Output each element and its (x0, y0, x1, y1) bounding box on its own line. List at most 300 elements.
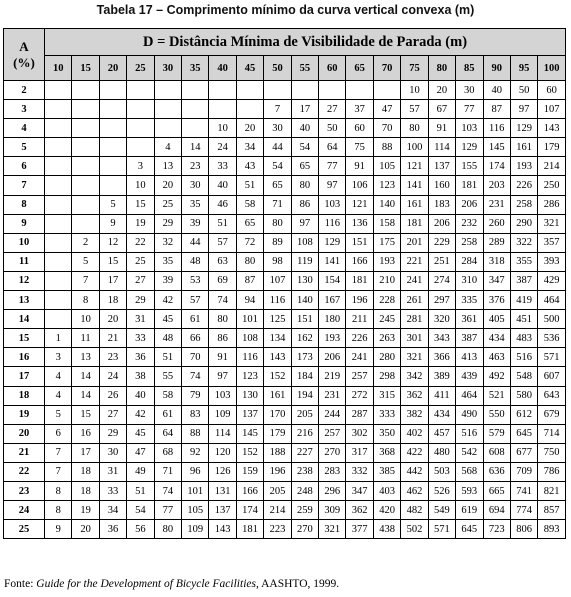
table-cell: 14 (182, 138, 209, 157)
table-cell: 332 (346, 462, 373, 481)
table-row (4, 271, 566, 290)
table-cell: 774 (510, 501, 537, 520)
table-cell: 25 (154, 195, 181, 214)
table-cell: 281 (401, 310, 428, 329)
table-cell: 241 (346, 348, 373, 367)
row-label: 8 (4, 195, 45, 214)
table-cell (72, 157, 99, 176)
row-label: 2 (4, 81, 45, 100)
table-cell: 248 (291, 481, 318, 500)
table-cell: 205 (264, 481, 291, 500)
table-cell: 8 (72, 291, 99, 310)
table-cell (127, 100, 154, 119)
table-cell (127, 81, 154, 100)
column-header: 70 (373, 56, 400, 81)
table-cell: 206 (428, 214, 455, 233)
row-label: 4 (4, 119, 45, 138)
table-cell: 121 (346, 195, 373, 214)
table-row (4, 520, 566, 539)
table-cell: 284 (456, 252, 483, 271)
table-cell: 18 (72, 462, 99, 481)
table-row (4, 462, 566, 481)
table-cell: 34 (99, 501, 126, 520)
table-cell: 55 (154, 367, 181, 386)
table-row (4, 100, 566, 119)
table-cell (99, 81, 126, 100)
column-header: 100 (538, 56, 566, 81)
table-cell: 87 (483, 100, 510, 119)
table-cell: 439 (456, 367, 483, 386)
table-cell (182, 100, 209, 119)
table-cell (154, 119, 181, 138)
table-cell: 223 (264, 520, 291, 539)
table-cell: 89 (264, 233, 291, 252)
column-header: 80 (428, 56, 455, 81)
table-cell: 419 (510, 291, 537, 310)
table-cell: 387 (456, 329, 483, 348)
table-cell: 61 (154, 405, 181, 424)
table-cell: 438 (373, 520, 400, 539)
table-cell: 17 (291, 100, 318, 119)
table-cell: 429 (538, 271, 566, 290)
table-cell: 29 (127, 291, 154, 310)
table-cell: 216 (291, 424, 318, 443)
row-label: 9 (4, 214, 45, 233)
table-title: Tabela 17 – Comprimento mínimo da curva vertical convexa (m) (96, 3, 475, 17)
table-cell: 167 (319, 291, 346, 310)
table-cell (209, 81, 236, 100)
column-header: 15 (72, 56, 99, 81)
table-cell: 709 (510, 462, 537, 481)
table-cell: 103 (456, 119, 483, 138)
table-cell (154, 100, 181, 119)
table-cell: 10 (127, 176, 154, 195)
table-cell: 137 (428, 157, 455, 176)
table-cell: 741 (510, 481, 537, 500)
table-cell: 643 (538, 386, 566, 405)
table-cell: 257 (319, 424, 346, 443)
table-cell: 51 (127, 481, 154, 500)
table-cell (72, 81, 99, 100)
table-cell: 214 (264, 501, 291, 520)
table-cell (45, 233, 72, 252)
table-cell: 31 (127, 310, 154, 329)
table-cell: 38 (127, 367, 154, 386)
table-cell: 83 (182, 405, 209, 424)
table-cell: 114 (209, 424, 236, 443)
table-cell: 27 (319, 100, 346, 119)
table-cell: 536 (538, 329, 566, 348)
table-cell: 231 (483, 195, 510, 214)
table-cell: 25 (127, 252, 154, 271)
table-cell: 74 (182, 367, 209, 386)
table-row (4, 310, 566, 329)
table-cell: 20 (72, 520, 99, 539)
table-cell: 151 (346, 233, 373, 252)
table-cell: 694 (483, 501, 510, 520)
table-cell: 86 (291, 195, 318, 214)
table-cell: 22 (127, 233, 154, 252)
table-cell: 48 (182, 252, 209, 271)
row-label: 6 (4, 157, 45, 176)
table-cell: 7 (264, 100, 291, 119)
table-cell: 14 (72, 367, 99, 386)
table-cell: 161 (510, 138, 537, 157)
table-cell: 201 (401, 233, 428, 252)
table-cell: 677 (510, 443, 537, 462)
table-cell: 320 (428, 310, 455, 329)
table-cell: 1 (45, 329, 72, 348)
table-cell: 343 (428, 329, 455, 348)
table-cell: 434 (428, 405, 455, 424)
table-cell: 393 (538, 252, 566, 271)
table-cell: 403 (373, 481, 400, 500)
table-cell: 321 (538, 214, 566, 233)
table-cell: 180 (319, 310, 346, 329)
table-cell: 26 (99, 386, 126, 405)
table-cell: 206 (456, 195, 483, 214)
table-cell: 103 (209, 386, 236, 405)
table-cell: 123 (373, 176, 400, 195)
table-cell: 114 (428, 138, 455, 157)
table-cell (209, 100, 236, 119)
table-cell: 210 (373, 271, 400, 290)
table-row (4, 386, 566, 405)
table-cell: 100 (401, 138, 428, 157)
table-cell: 259 (291, 501, 318, 520)
table-cell (45, 157, 72, 176)
table-cell: 422 (401, 443, 428, 462)
table-cell (72, 100, 99, 119)
table-cell: 20 (236, 119, 263, 138)
table-cell: 387 (510, 271, 537, 290)
table-cell: 65 (264, 176, 291, 195)
table-cell: 137 (236, 405, 263, 424)
curve-length-table (3, 28, 566, 539)
table-cell: 101 (236, 310, 263, 329)
table-cell: 645 (456, 520, 483, 539)
table-cell: 92 (182, 443, 209, 462)
table-cell: 542 (456, 443, 483, 462)
table-cell: 11 (72, 329, 99, 348)
table-cell: 37 (346, 100, 373, 119)
table-cell: 30 (182, 176, 209, 195)
table-cell: 526 (428, 481, 455, 500)
table-cell: 309 (319, 501, 346, 520)
table-cell: 80 (154, 520, 181, 539)
table-row (4, 157, 566, 176)
row-label: 22 (4, 462, 45, 481)
table-cell: 516 (456, 424, 483, 443)
table-cell: 16 (72, 424, 99, 443)
table-cell: 39 (154, 271, 181, 290)
table-cell (154, 81, 181, 100)
table-cell: 27 (99, 405, 126, 424)
table-cell: 893 (538, 520, 566, 539)
table-cell: 241 (401, 271, 428, 290)
table-cell: 60 (538, 81, 566, 100)
table-cell: 15 (127, 195, 154, 214)
table-cell: 7 (45, 462, 72, 481)
table-cell: 54 (264, 157, 291, 176)
table-cell (45, 81, 72, 100)
table-cell: 206 (319, 348, 346, 367)
table-cell: 205 (291, 405, 318, 424)
table-cell: 143 (264, 348, 291, 367)
table-cell: 4 (45, 367, 72, 386)
row-label: 10 (4, 233, 45, 252)
table-cell (45, 138, 72, 157)
table-container (3, 28, 566, 539)
table-cell: 368 (373, 443, 400, 462)
table-cell: 74 (209, 291, 236, 310)
table-cell: 5 (72, 252, 99, 271)
table-cell: 315 (373, 386, 400, 405)
table-cell: 333 (373, 405, 400, 424)
table-cell: 141 (319, 252, 346, 271)
table-cell: 145 (236, 424, 263, 443)
table-cell: 434 (483, 329, 510, 348)
table-cell: 3 (127, 157, 154, 176)
table-cell: 179 (264, 424, 291, 443)
table-cell: 161 (401, 195, 428, 214)
table-cell: 317 (346, 443, 373, 462)
table-cell: 154 (319, 271, 346, 290)
source-suffix: , AASHTO, 1999. (255, 578, 340, 590)
table-cell (236, 81, 263, 100)
table-cell: 502 (401, 520, 428, 539)
table-cell (72, 138, 99, 157)
table-cell: 382 (401, 405, 428, 424)
table-cell: 97 (291, 214, 318, 233)
table-row (4, 176, 566, 195)
table-cell: 244 (319, 405, 346, 424)
table-cell: 40 (291, 119, 318, 138)
table-cell: 3 (45, 348, 72, 367)
table-row (4, 481, 566, 500)
table-cell: 57 (401, 100, 428, 119)
table-cell: 298 (373, 367, 400, 386)
table-cell: 36 (99, 520, 126, 539)
table-cell: 464 (456, 386, 483, 405)
table-cell: 17 (72, 443, 99, 462)
table-cell: 480 (428, 443, 455, 462)
table-cell: 321 (401, 348, 428, 367)
table-cell: 160 (428, 176, 455, 195)
table-cell: 88 (373, 138, 400, 157)
table-cell: 74 (154, 481, 181, 500)
table-cell: 188 (264, 443, 291, 462)
table-cell: 101 (182, 481, 209, 500)
table-cell: 483 (510, 329, 537, 348)
table-cell: 227 (291, 443, 318, 462)
table-cell: 612 (510, 405, 537, 424)
table-cell: 68 (154, 443, 181, 462)
table-cell: 53 (182, 271, 209, 290)
table-cell: 98 (264, 252, 291, 271)
table-cell: 20 (154, 176, 181, 195)
table-cell: 91 (428, 119, 455, 138)
table-cell: 258 (510, 195, 537, 214)
table-cell: 181 (236, 520, 263, 539)
table-cell: 30 (264, 119, 291, 138)
column-header: 95 (510, 56, 537, 81)
table-cell: 362 (346, 501, 373, 520)
table-cell: 67 (428, 100, 455, 119)
table-cell: 857 (538, 501, 566, 520)
table-cell (45, 176, 72, 195)
table-cell (99, 157, 126, 176)
table-cell: 322 (510, 233, 537, 252)
table-cell: 184 (291, 367, 318, 386)
table-cell: 30 (99, 443, 126, 462)
table-cell: 63 (209, 252, 236, 271)
table-cell: 20 (99, 310, 126, 329)
table-cell: 141 (401, 176, 428, 195)
column-header: 45 (236, 56, 263, 81)
table-cell: 568 (456, 462, 483, 481)
row-label: 21 (4, 443, 45, 462)
table-cell: 608 (483, 443, 510, 462)
table-cell (45, 252, 72, 271)
table-cell: 123 (236, 367, 263, 386)
table-cell: 35 (182, 195, 209, 214)
table-cell: 54 (127, 501, 154, 520)
source-title: Guide for the Development of Bicycle Facilities (36, 578, 256, 590)
table-cell: 23 (99, 348, 126, 367)
table-cell: 116 (483, 119, 510, 138)
table-row (4, 81, 566, 100)
table-cell: 377 (346, 520, 373, 539)
table-cell: 119 (291, 252, 318, 271)
table-cell: 302 (346, 424, 373, 443)
table-cell: 136 (346, 214, 373, 233)
table-cell: 500 (538, 310, 566, 329)
table-cell (264, 81, 291, 100)
table-cell: 152 (264, 367, 291, 386)
table-cell: 80 (236, 252, 263, 271)
table-cell: 723 (483, 520, 510, 539)
table-cell: 97 (510, 100, 537, 119)
table-cell: 46 (209, 195, 236, 214)
table-cell: 18 (99, 291, 126, 310)
table-cell: 821 (538, 481, 566, 500)
table-cell: 636 (483, 462, 510, 481)
table-cell: 5 (45, 405, 72, 424)
row-label: 13 (4, 291, 45, 310)
table-cell (72, 195, 99, 214)
table-cell: 21 (99, 329, 126, 348)
table-cell: 87 (236, 271, 263, 290)
table-row (4, 119, 566, 138)
table-cell (99, 119, 126, 138)
table-cell: 357 (538, 233, 566, 252)
table-cell: 226 (510, 176, 537, 195)
table-cell: 7 (72, 271, 99, 290)
table-cell: 286 (538, 195, 566, 214)
table-cell: 66 (182, 329, 209, 348)
table-cell: 27 (127, 271, 154, 290)
table-cell: 143 (209, 520, 236, 539)
table-cell: 15 (72, 405, 99, 424)
table-cell: 579 (483, 424, 510, 443)
table-row (4, 348, 566, 367)
table-cell: 261 (401, 291, 428, 310)
table-cell: 10 (209, 119, 236, 138)
row-label: 15 (4, 329, 45, 348)
table-cell: 162 (291, 329, 318, 348)
table-cell: 51 (209, 214, 236, 233)
table-cell: 492 (483, 367, 510, 386)
table-cell: 29 (99, 424, 126, 443)
table-cell: 71 (154, 462, 181, 481)
table-row (4, 214, 566, 233)
table-cell: 250 (538, 176, 566, 195)
table-cell: 10 (72, 310, 99, 329)
table-cell (319, 81, 346, 100)
table-cell: 283 (319, 462, 346, 481)
table-cell: 442 (401, 462, 428, 481)
table-cell: 130 (291, 271, 318, 290)
table-cell: 385 (373, 462, 400, 481)
table-row (4, 443, 566, 462)
table-cell: 194 (291, 386, 318, 405)
table-cell: 350 (373, 424, 400, 443)
header-row-top (4, 29, 566, 56)
table-cell: 140 (291, 291, 318, 310)
table-cell: 347 (346, 481, 373, 500)
table-cell: 80 (264, 214, 291, 233)
table-cell: 88 (182, 424, 209, 443)
table-row (4, 252, 566, 271)
source-note (4, 578, 339, 590)
table-cell: 105 (373, 157, 400, 176)
table-cell: 750 (538, 443, 566, 462)
table-cell: 54 (291, 138, 318, 157)
table-cell: 289 (483, 233, 510, 252)
table-cell: 29 (154, 214, 181, 233)
table-cell: 5 (99, 195, 126, 214)
column-header: 35 (182, 56, 209, 81)
table-cell: 2 (72, 233, 99, 252)
table-cell: 413 (456, 348, 483, 367)
row-label: 5 (4, 138, 45, 157)
table-cell: 116 (236, 348, 263, 367)
table-cell (236, 100, 263, 119)
table-cell (45, 214, 72, 233)
table-cell: 56 (127, 520, 154, 539)
table-cell: 129 (510, 119, 537, 138)
d-header: D = Distância Mínima de Visibilidade de Parada (m) (45, 29, 566, 56)
table-cell: 58 (236, 195, 263, 214)
table-cell: 49 (127, 462, 154, 481)
column-header: 20 (99, 56, 126, 81)
table-cell: 174 (483, 157, 510, 176)
table-cell: 521 (483, 386, 510, 405)
table-cell: 97 (319, 176, 346, 195)
table-cell: 107 (538, 100, 566, 119)
table-cell (99, 176, 126, 195)
table-cell: 103 (319, 195, 346, 214)
table-cell: 143 (538, 119, 566, 138)
table-cell: 13 (72, 348, 99, 367)
table-cell: 129 (456, 138, 483, 157)
table-cell: 77 (154, 501, 181, 520)
table-cell: 48 (154, 329, 181, 348)
table-cell (45, 291, 72, 310)
table-cell: 33 (209, 157, 236, 176)
table-cell: 290 (510, 214, 537, 233)
